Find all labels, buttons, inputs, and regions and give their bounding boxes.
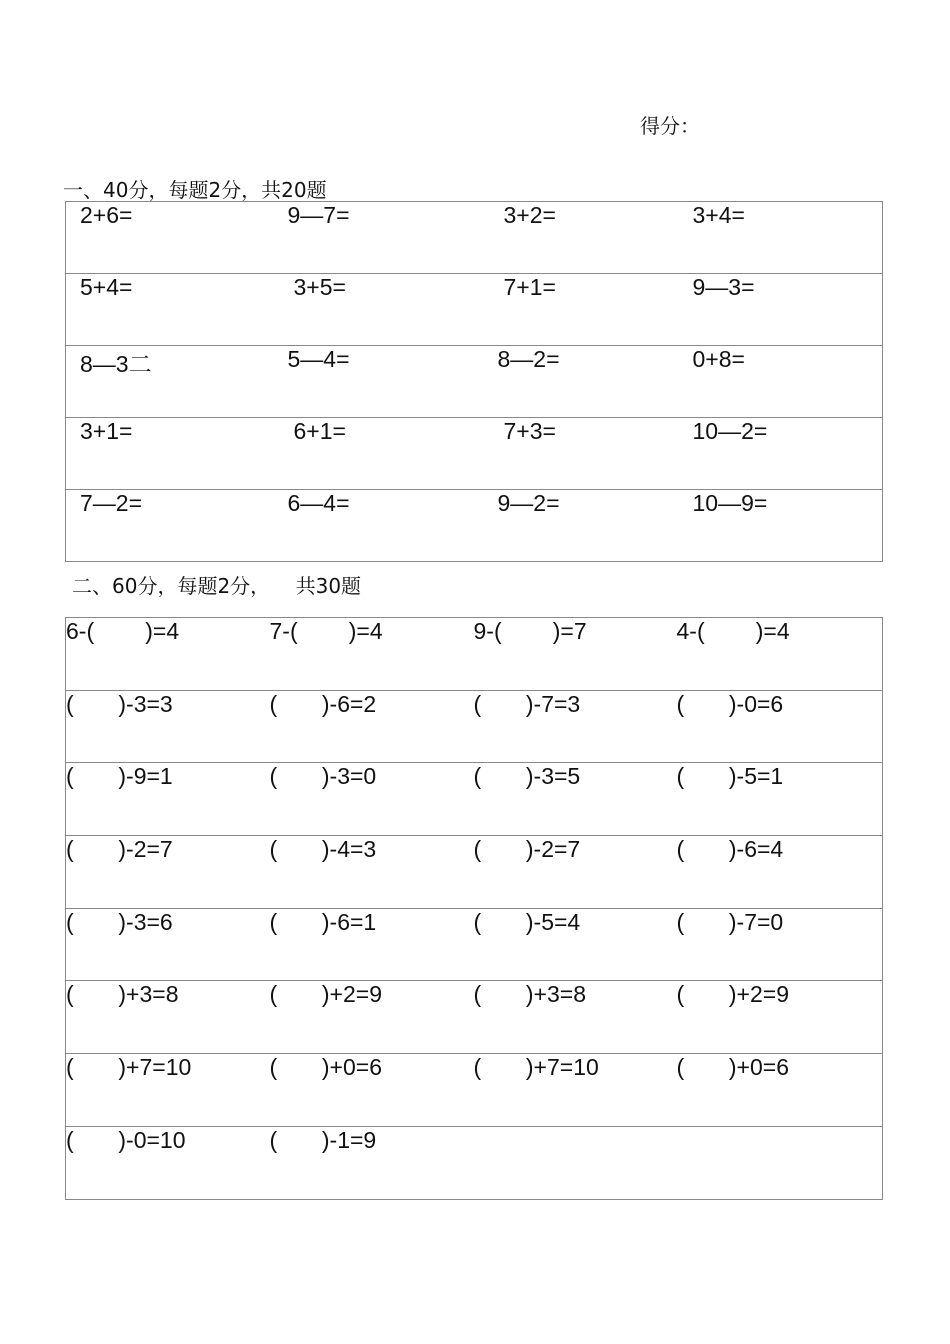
table-row: [66, 908, 883, 981]
score-label: 得分：: [640, 114, 700, 138]
problem-cell: ( )-7=0: [677, 908, 883, 981]
table-row: [66, 981, 883, 1054]
problem-cell: ( )-3=3: [66, 690, 270, 763]
problem-cell: 10—9=: [676, 490, 883, 562]
problem-cell: ( )+2=9: [270, 981, 474, 1054]
problem-cell: 7+1=: [484, 274, 676, 346]
table-row: [66, 836, 883, 909]
problem-cell: 2+6=: [66, 202, 274, 274]
problem-cell: ( )-7=3: [474, 690, 677, 763]
section1-table: [65, 201, 883, 562]
problem-cell: 7+3=: [484, 418, 676, 490]
problem-cell: ( )-0=6: [677, 690, 883, 763]
problem-cell: ( )-6=1: [270, 908, 474, 981]
problem-cell: ( )-6=2: [270, 690, 474, 763]
table-row: [66, 763, 883, 836]
problem-cell: 9—2=: [484, 490, 676, 562]
problem-cell: 6-( )=4: [66, 618, 270, 691]
problem-cell: ( )-0=10: [66, 1126, 270, 1199]
table-row: [66, 618, 883, 691]
table-row: [66, 274, 883, 346]
problem-cell: 5—4=: [274, 346, 484, 418]
problem-cell: ( )-3=5: [474, 763, 677, 836]
problem-cell: ( )-2=7: [66, 836, 270, 909]
problem-cell: ( )-9=1: [66, 763, 270, 836]
problem-cell: 9—3=: [676, 274, 883, 346]
section2-heading: 二、60分，每题2分， 共30题: [72, 574, 362, 598]
problem-cell: 3+1=: [66, 418, 274, 490]
table-row: [66, 1054, 883, 1127]
problem-cell: 8—3二: [66, 346, 274, 418]
problem-cell: ( )-4=3: [270, 836, 474, 909]
problem-cell: ( )-1=9: [270, 1126, 474, 1199]
problem-cell: 0+8=: [676, 346, 883, 418]
problem-cell: ( )-3=6: [66, 908, 270, 981]
table-row: [66, 1126, 883, 1199]
problem-cell: ( )-2=7: [474, 836, 677, 909]
problem-cell: 8—2=: [484, 346, 676, 418]
problem-cell: 3+5=: [274, 274, 484, 346]
table-row: [66, 202, 883, 274]
problem-cell: ( )+2=9: [677, 981, 883, 1054]
problem-cell: ( )+0=6: [270, 1054, 474, 1127]
table-row: [66, 346, 883, 418]
table-row: [66, 690, 883, 763]
problem-cell: 4-( )=4: [677, 618, 883, 691]
problem-cell: 9—7=: [274, 202, 484, 274]
problem-cell: 5+4=: [66, 274, 274, 346]
problem-cell: ( )+0=6: [677, 1054, 883, 1127]
problem-cell: ( )+7=10: [66, 1054, 270, 1127]
table-row: [66, 490, 883, 562]
problem-cell: 6+1=: [274, 418, 484, 490]
problem-cell: ( )-3=0: [270, 763, 474, 836]
problem-cell: ( )-6=4: [677, 836, 883, 909]
problem-cell: ( )+3=8: [474, 981, 677, 1054]
problem-cell: 7—2=: [66, 490, 274, 562]
problem-cell: 6—4=: [274, 490, 484, 562]
problem-cell: 3+2=: [484, 202, 676, 274]
problem-cell: 9-( )=7: [474, 618, 677, 691]
problem-cell: 3+4=: [676, 202, 883, 274]
table-row: [66, 418, 883, 490]
problem-cell: [677, 1126, 883, 1199]
problem-cell: 7-( )=4: [270, 618, 474, 691]
problem-cell: 10—2=: [676, 418, 883, 490]
problem-cell: ( )-5=1: [677, 763, 883, 836]
problem-cell: ( )+7=10: [474, 1054, 677, 1127]
problem-cell: ( )-5=4: [474, 908, 677, 981]
problem-cell: [474, 1126, 677, 1199]
problem-cell: ( )+3=8: [66, 981, 270, 1054]
section2-table: [65, 617, 883, 1200]
section1-heading: 一、40分，每题2分，共20题: [63, 178, 327, 202]
